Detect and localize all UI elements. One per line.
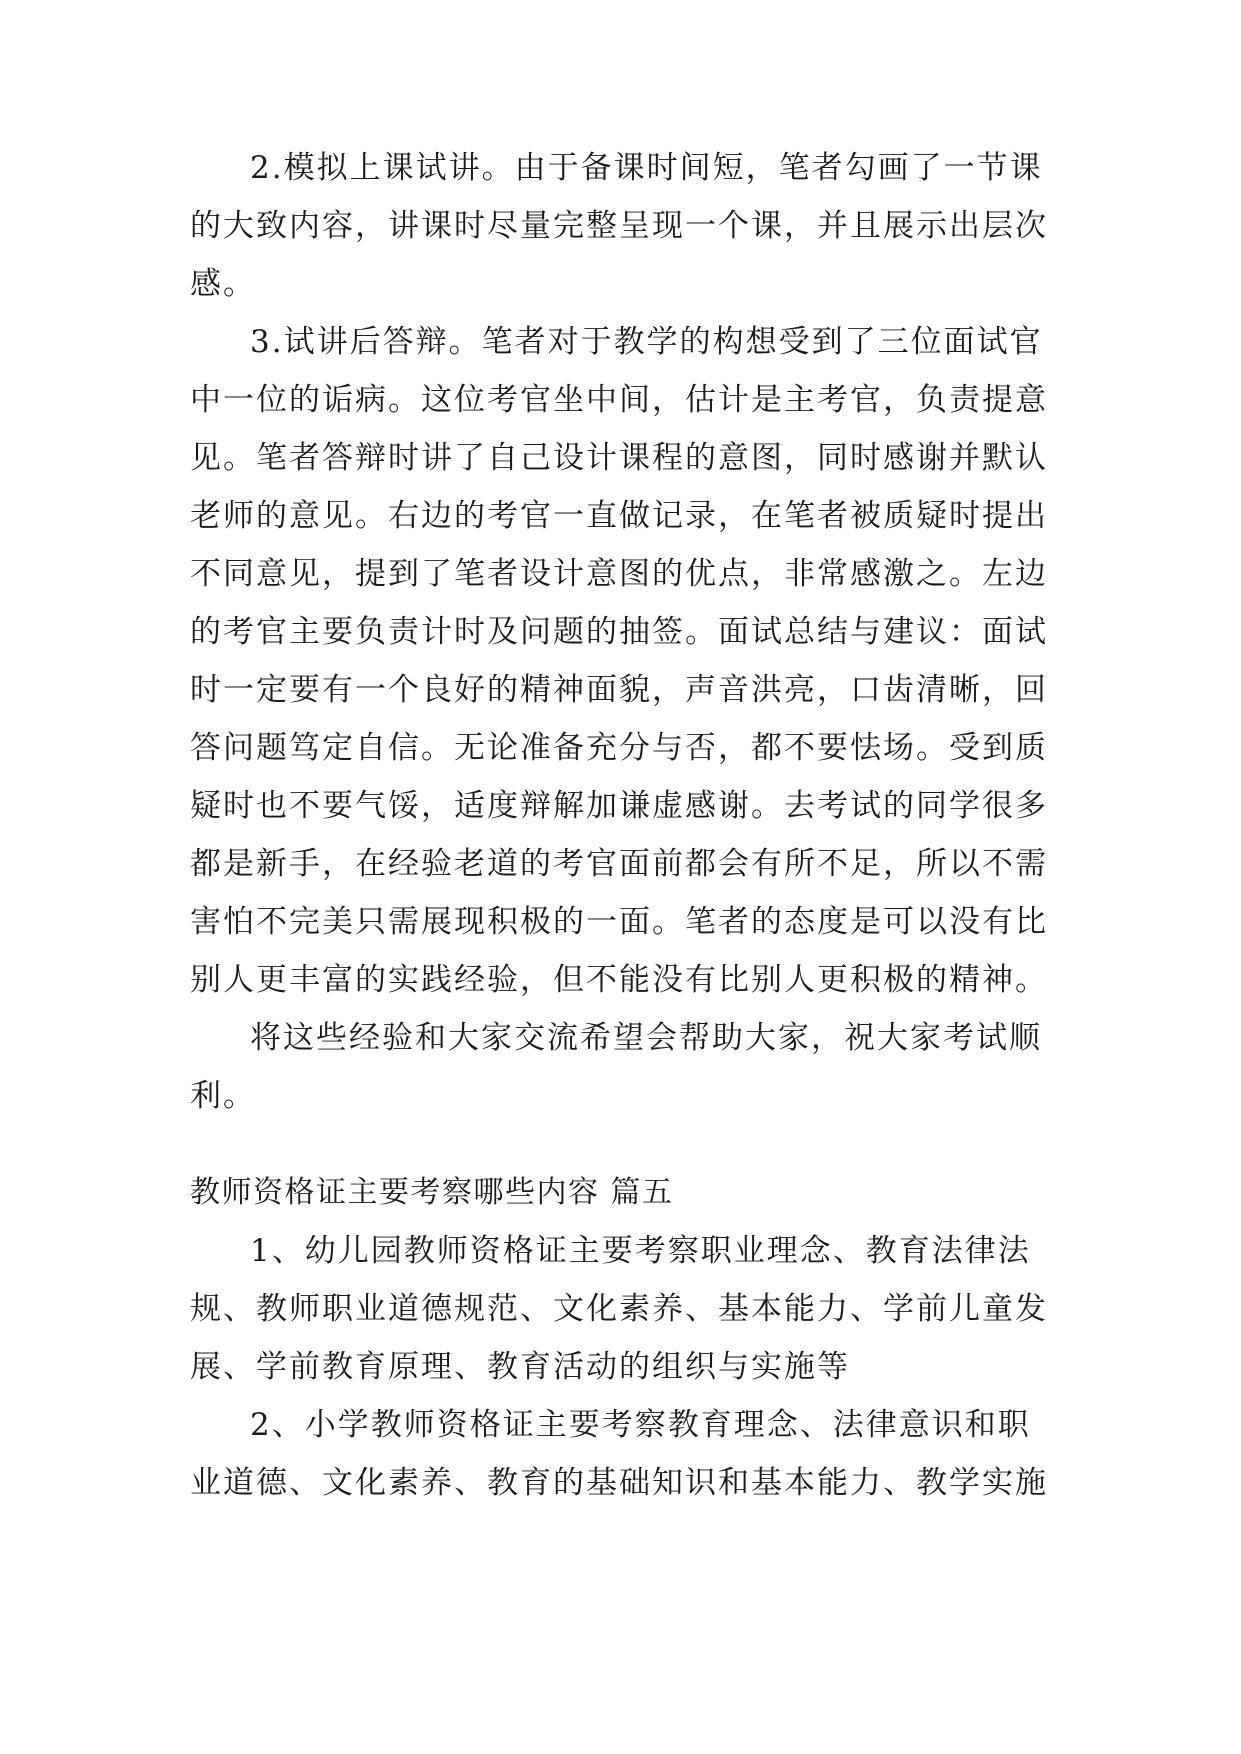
text-line: 疑时也不要气馁，适度辩解加谦虚感谢。去考试的同学很多 bbox=[190, 788, 1048, 824]
text-line: 时一定要有一个良好的精神面貌，声音洪亮，口齿清晰，回 bbox=[190, 672, 1048, 708]
text-line: 感。 bbox=[190, 266, 256, 302]
text-line: 利。 bbox=[190, 1078, 256, 1114]
text-line: 业道德、文化素养、教育的基础知识和基本能力、教学实施 bbox=[190, 1465, 1048, 1501]
text-line: 的考官主要负责计时及问题的抽签。面试总结与建议：面试 bbox=[190, 614, 1048, 650]
text-line: 将这些经验和大家交流希望会帮助大家，祝大家考试顺 bbox=[250, 1020, 1042, 1056]
text-line: 答问题笃定自信。无论准备充分与否，都不要怯场。受到质 bbox=[190, 730, 1048, 766]
text-line: 都是新手，在经验老道的考官面前都会有所不足，所以不需 bbox=[190, 846, 1048, 882]
text-line: 见。笔者答辩时讲了自己设计课程的意图，同时感谢并默认 bbox=[190, 440, 1048, 476]
text-line: 展、学前教育原理、教育活动的组织与实施等 bbox=[190, 1349, 850, 1385]
text-line: 中一位的诟病。这位考官坐中间，估计是主考官，负责提意 bbox=[190, 382, 1048, 418]
text-line: 3.试讲后答辩。笔者对于教学的构想受到了三位面试官 bbox=[250, 324, 1043, 360]
text-line: 规、教师职业道德规范、文化素养、基本能力、学前儿童发 bbox=[190, 1291, 1048, 1327]
text-line: 别人更丰富的实践经验，但不能没有比别人更积极的精神。 bbox=[190, 962, 1048, 998]
text-line: 害怕不完美只需展现积极的一面。笔者的态度是可以没有比 bbox=[190, 904, 1048, 940]
text-line: 2.模拟上课试讲。由于备课时间短，笔者勾画了一节课 bbox=[250, 150, 1043, 186]
text-line: 1、幼儿园教师资格证主要考察职业理念、教育法律法 bbox=[250, 1233, 1031, 1269]
text-line: 不同意见，提到了笔者设计意图的优点，非常感激之。左边 bbox=[190, 556, 1048, 592]
text-line: 的大致内容，讲课时尽量完整呈现一个课，并且展示出层次 bbox=[190, 208, 1048, 244]
text-line: 2、小学教师资格证主要考察教育理念、法律意识和职 bbox=[250, 1407, 1031, 1443]
text-line: 老师的意见。右边的考官一直做记录，在笔者被质疑时提出 bbox=[190, 498, 1048, 534]
section-heading: 教师资格证主要考察哪些内容 篇五 bbox=[190, 1175, 674, 1210]
